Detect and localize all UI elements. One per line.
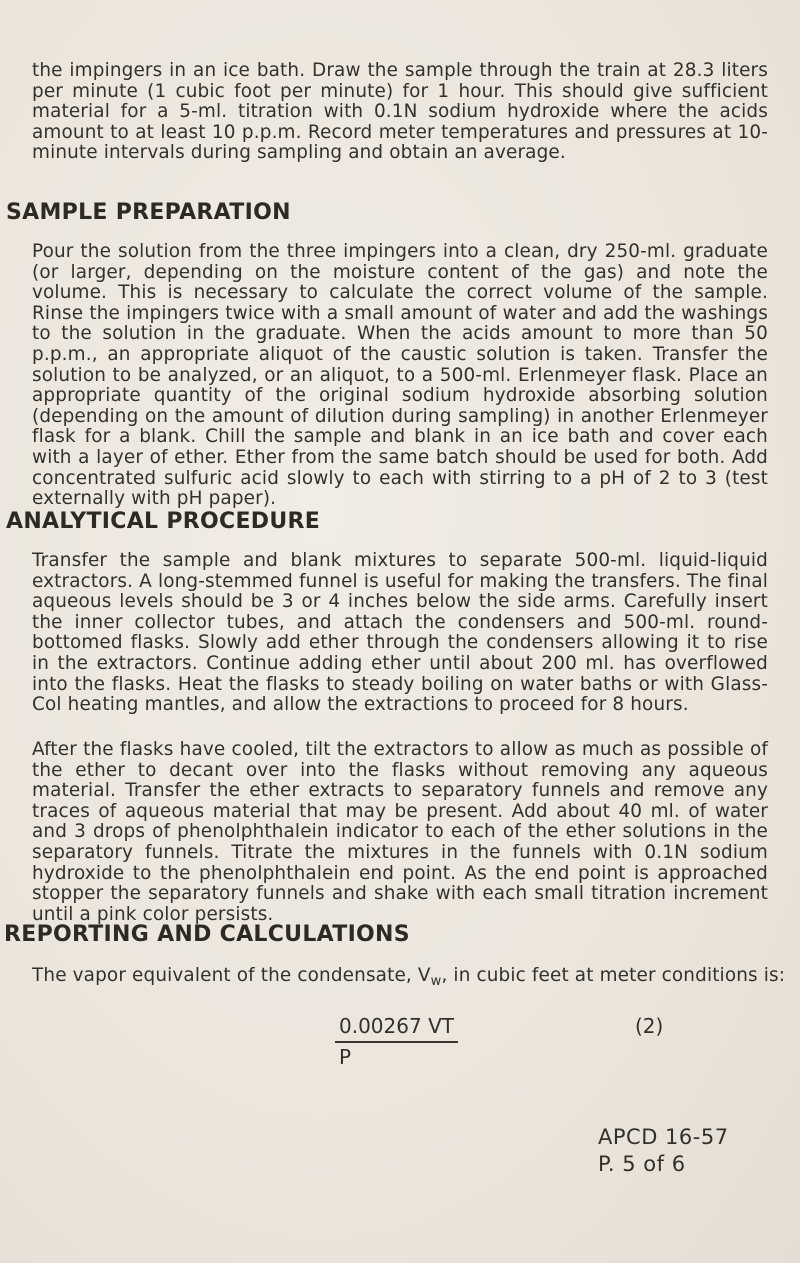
formula <box>335 1014 458 1069</box>
reporting-heading: REPORTING AND CALCULATIONS <box>4 922 410 947</box>
document-id: APCD 16-57 <box>598 1125 729 1149</box>
reporting-intro-tail: , in cubic feet at meter conditions is: <box>441 965 786 986</box>
sample-preparation-heading: SAMPLE PREPARATION <box>6 200 291 225</box>
analytical-procedure-heading: ANALYTICAL PROCEDURE <box>6 509 321 534</box>
formula-denominator: P <box>339 1045 352 1069</box>
sample-preparation-body: Pour the solution from the three impingers into a clean, dry 250-ml. graduate (or larger, depending on the moisture content of the gas) and note the volume. This is necessary to calculate the correct volume of the sample. Rinse the impingers twice with a small amount of water and add the washings to the solution in the graduate. When the acids amount to more than 50 p.p.m., an appropriate aliquot of the caustic solution is taken. Transfer the solution to be analyzed, or an aliquot, to a 500-ml. Erlenmeyer flask. Place an appropriate quantity of the original sodium hydroxide absorbing solution (depending on the amount of dilution during sampling) in another Erlenmeyer flask for a blank. Chill the sample and blank in an ice bath and cover each with a layer of ether. Ether from the same batch should be used for both. Add concentrated sulfuric acid slowly to each with stirring to a pH of 2 to 3 (test externally with pH paper). <box>32 241 768 510</box>
subscript-w: w <box>430 974 442 989</box>
equation-number: (2) <box>635 1014 664 1038</box>
page-number: P. 5 of 6 <box>598 1152 686 1176</box>
intro-paragraph: the impingers in an ice bath. Draw the sample through the train at 28.3 liters per minute (1 cubic foot per minute) for 1 hour. This should give sufficient material for a 5-ml. titration with 0.1N sodium hydroxide where the acids amount to at least 10 p.p.m. Record meter temperatures and pressures at 10-minute intervals during sampling and obtain an average. <box>32 60 768 164</box>
reporting-intro <box>32 965 786 993</box>
analytical-procedure-body-1: Transfer the sample and blank mixtures to separate 500-ml. liquid-liquid extractors. A long-stemmed funnel is useful for making the transfers. The final aqueous levels should be 3 or 4 inches below the side arms. Carefully insert the inner collector tubes, and attach the condensers and 500-ml. round-bottomed flasks. Slowly add ether through the condensers allowing it to rise in the extractors. Continue adding ether until about 200 ml. has overflowed into the flasks. Heat the flasks to steady boiling on water baths or with Glass-Col heating mantles, and allow the extractions to proceed for 8 hours. <box>32 550 768 716</box>
analytical-procedure-body-2: After the flasks have cooled, tilt the extractors to allow as much as possible of the ether to decant over into the flasks without removing any aqueous material. Transfer the ether extracts to separatory funnels and remove any traces of aqueous material that may be present. Add about 40 ml. of water and 3 drops of phenolphthalein indicator to each of the ether solutions in the separatory funnels. Titrate the mixtures in the funnels with 0.1N sodium hydroxide to the phenolphthalein end point. As the end point is approached stopper the separatory funnels and shake with each small titration increment until a pink color persists. <box>32 739 768 925</box>
formula-numerator: 0.00267 VT <box>335 1014 458 1043</box>
reporting-intro-text: The vapor equivalent of the condensate, V <box>32 965 431 986</box>
page-footer <box>598 1124 729 1178</box>
